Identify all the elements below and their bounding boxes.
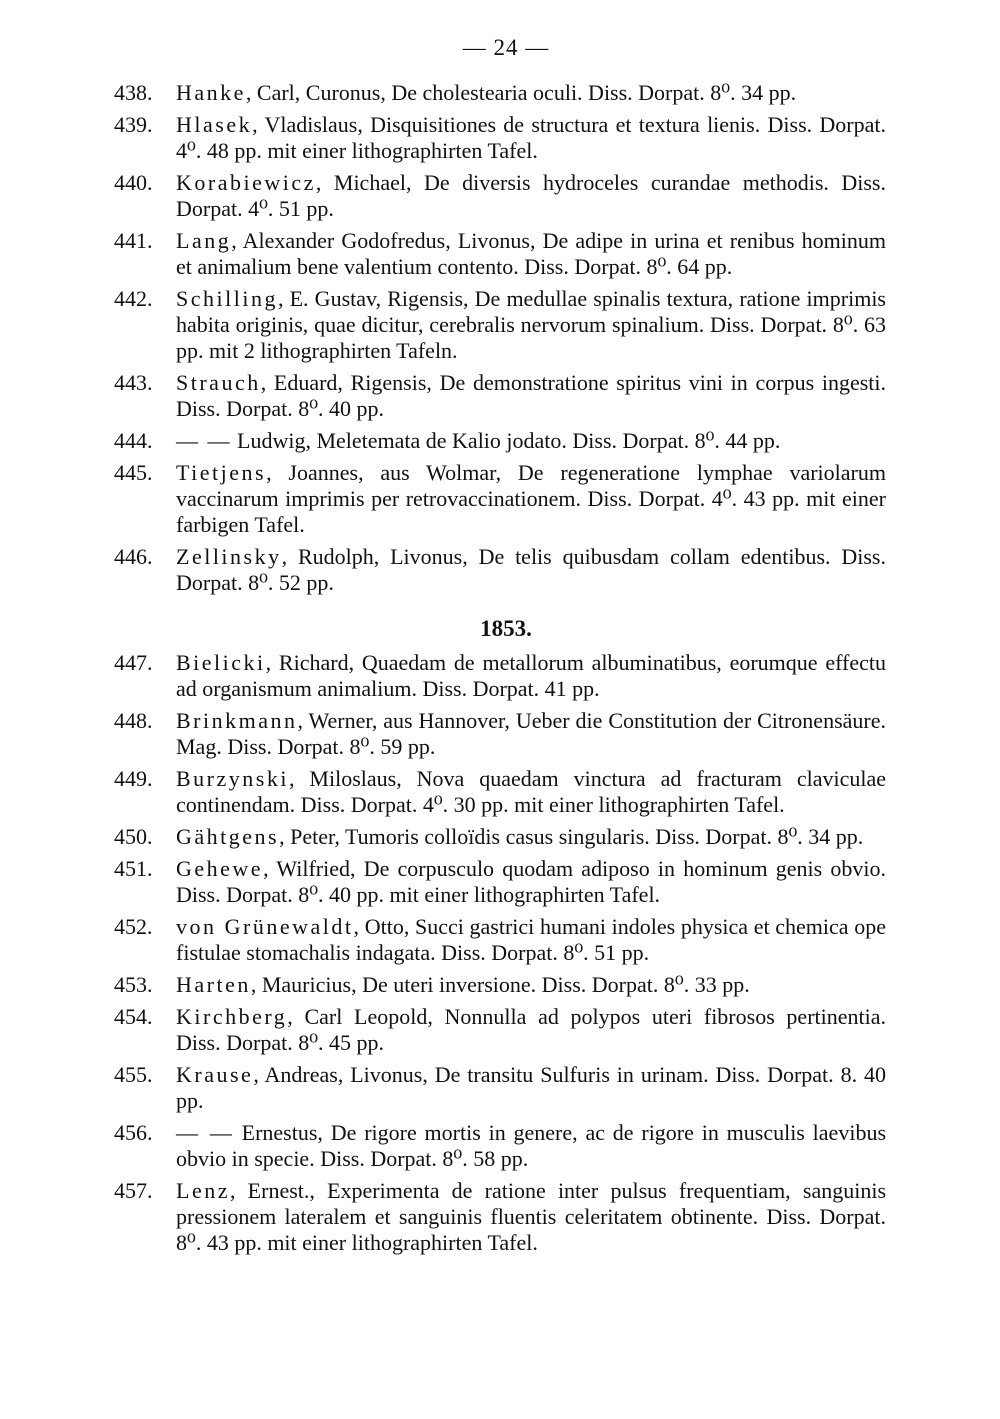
entry-text: , Werner, aus Hannover, Ueber die Constitution der Citronensäure. Mag. Diss. Dorpat. 8⁰. 59 pp.	[176, 708, 886, 759]
entry-number: 451.	[114, 856, 153, 881]
entry-452	[114, 914, 886, 966]
entry-text: , Eduard, Rigensis, De demonstratione spiritus vini in corpus ingesti. Diss. Dorpat. 8⁰. 40 pp.	[176, 370, 886, 421]
entry-author: von Grünewaldt	[176, 914, 354, 939]
entry-author: Krause	[176, 1062, 254, 1087]
entry-number: 450.	[114, 824, 153, 849]
entry-number: 439.	[114, 112, 153, 137]
entry-number: 448.	[114, 708, 153, 733]
entry-author: Strauch	[176, 370, 261, 395]
entry-author: Gähtgens	[176, 824, 280, 849]
entry-number: 443.	[114, 370, 153, 395]
entry-number: 447.	[114, 650, 153, 675]
entry-text: , Andreas, Livonus, De transitu Sulfuris in urinam. Diss. Dorpat. 8. 40 pp.	[176, 1062, 886, 1113]
entry-444	[114, 428, 886, 454]
entry-440	[114, 170, 886, 222]
entry-author: Lenz	[176, 1178, 230, 1203]
entry-441	[114, 228, 886, 280]
entry-455	[114, 1062, 886, 1114]
entry-number: 444.	[114, 428, 153, 453]
entry-author: Zellinsky	[176, 544, 282, 569]
entry-443	[114, 370, 886, 422]
entry-author: Lang	[176, 228, 232, 253]
entry-number: 456.	[114, 1120, 153, 1145]
entry-number: 457.	[114, 1178, 153, 1203]
document-page	[114, 30, 887, 1262]
entry-author-repeat: — —	[176, 1120, 234, 1145]
entry-author: Hanke	[176, 80, 246, 105]
entry-number: 442.	[114, 286, 153, 311]
entry-author-repeat: — —	[176, 428, 232, 453]
entry-442	[114, 286, 886, 364]
entry-text: , Peter, Tumoris colloïdis casus singularis. Diss. Dorpat. 8⁰. 34 pp.	[279, 824, 864, 849]
entry-445	[114, 460, 886, 538]
entry-text: Ludwig, Meletemata de Kalio jodato. Diss. Dorpat. 8⁰. 44 pp.	[231, 428, 781, 453]
entry-456	[114, 1120, 887, 1172]
entry-text: , Miloslaus, Nova quaedam vinctura ad fracturam claviculae continendam. Diss. Dorpat. 4⁰. 30 pp. mit einer lithographirten Tafel.	[176, 766, 886, 817]
entry-text: , Mauricius, De uteri inversione. Diss. Dorpat. 8⁰. 33 pp.	[250, 972, 750, 997]
entry-author: Harten	[176, 972, 251, 997]
entry-text: , Wilfried, De corpusculo quodam adiposo in hominum genis obvio. Diss. Dorpat. 8⁰. 40 pp. mit einer lithographirten Tafel.	[176, 856, 886, 907]
entry-number: 449.	[114, 766, 153, 791]
entry-text: , Carl Leopold, Nonnulla ad polypos uteri fibrosos pertinentia. Diss. Dorpat. 8⁰. 45 pp.	[176, 1004, 886, 1055]
entry-453	[114, 972, 886, 998]
year-heading: 1853.	[480, 616, 532, 641]
entry-number: 446.	[114, 544, 153, 569]
page-number: — 24 —	[462, 35, 550, 60]
entry-author: Tietjens	[176, 460, 267, 485]
entry-446	[114, 544, 886, 596]
entry-number: 440.	[114, 170, 153, 195]
entry-author: Kirchberg	[176, 1004, 288, 1029]
entry-text: , Joannes, aus Wolmar, De regeneratione lymphae variolarum vaccinarum imprimis per retrovaccinationem. Diss. Dorpat. 4⁰. 43 pp. mit einer farbigen Tafel.	[176, 460, 886, 537]
entry-449	[114, 766, 886, 818]
entry-448	[114, 708, 886, 760]
entry-text: , Michael, De diversis hydroceles curandae methodis. Diss. Dorpat. 4⁰. 51 pp.	[176, 170, 886, 221]
entry-text: , Ernest., Experimenta de ratione inter pulsus frequentiam, sanguinis pressionem lateralem et sanguinis fluentis celeritatem obtinente. Diss. Dorpat. 8⁰. 43 pp. mit einer lithographirten Tafel.	[176, 1178, 886, 1255]
entry-number: 452.	[114, 914, 153, 939]
entry-author: Gehewe	[176, 856, 264, 881]
entry-438	[114, 80, 886, 106]
entry-454	[114, 1004, 886, 1056]
entries-1853	[114, 650, 887, 1256]
entry-text: , Otto, Succi gastrici humani indoles physica et chemica ope fistulae stomachalis indagata. Diss. Dorpat. 8⁰. 51 pp.	[176, 914, 886, 965]
entry-text: , Alexander Godofredus, Livonus, De adipe in urina et renibus hominum et animalium bene valentium contento. Diss. Dorpat. 8⁰. 64 pp.	[176, 228, 886, 279]
entry-author: Hlasek	[176, 112, 253, 137]
entry-text: , Vladislaus, Disquisitiones de structura et textura lienis. Diss. Dorpat. 4⁰. 48 pp. mit einer lithographirten Tafel.	[176, 112, 886, 163]
entry-447	[114, 650, 886, 702]
entries-1852	[114, 80, 886, 596]
entry-text: , E. Gustav, Rigensis, De medullae spinalis textura, ratione imprimis habita originis, quae dicitur, cerebralis nervorum spinalium. Diss. Dorpat. 8⁰. 63 pp. mit 2 lithographirten Tafeln.	[176, 286, 886, 363]
entry-text: , Rudolph, Livonus, De telis quibusdam collam edentibus. Diss. Dorpat. 8⁰. 52 pp.	[176, 544, 886, 595]
entry-number: 455.	[114, 1062, 153, 1087]
entry-text: , Richard, Quaedam de metallorum albuminatibus, eorumque effectu ad organismum animalium. Diss. Dorpat. 41 pp.	[176, 650, 886, 701]
entry-author: Burzynski	[176, 766, 289, 791]
entry-457	[114, 1178, 886, 1256]
entry-text: Ernestus, De rigore mortis in genere, ac de rigore in musculis laevibus obvio in specie. Diss. Dorpat. 8⁰. 58 pp.	[176, 1120, 887, 1171]
entry-author: Korabiewicz	[176, 170, 316, 195]
entry-author: Bielicki	[176, 650, 266, 675]
entry-author: Brinkmann	[176, 708, 298, 733]
entry-number: 441.	[114, 228, 153, 253]
entry-451	[114, 856, 886, 908]
entry-number: 453.	[114, 972, 153, 997]
entry-439	[114, 112, 886, 164]
entry-number: 454.	[114, 1004, 153, 1029]
entry-author: Schilling	[176, 286, 278, 311]
entry-number: 445.	[114, 460, 153, 485]
entry-number: 438.	[114, 80, 153, 105]
entry-text: , Carl, Curonus, De cholestearia oculi. Diss. Dorpat. 8⁰. 34 pp.	[245, 80, 797, 105]
entry-450	[114, 824, 886, 850]
